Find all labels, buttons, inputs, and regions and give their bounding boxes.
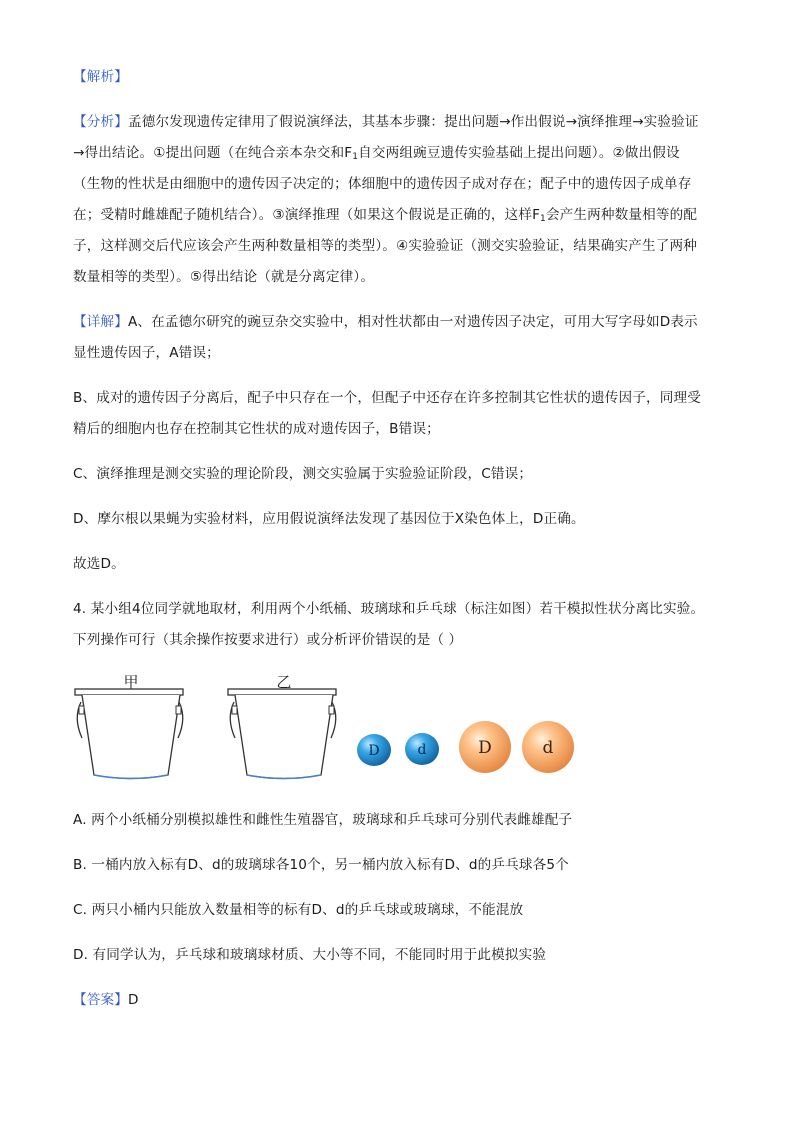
handle-clip-left	[232, 706, 237, 714]
glass-ball-D	[357, 734, 391, 766]
glass-ball-label-d: d	[417, 742, 427, 758]
subscript-1: 1	[352, 152, 359, 162]
analysis-tag: 【分析】	[73, 114, 128, 130]
analysis-header: 【解析】	[73, 69, 128, 85]
analysis-text-1: 孟德尔发现遗传定律用了假说演绎法，其基本步骤：提出问题→作出假说→演绎推理→实验验证	[127, 114, 699, 130]
handle-clip-right	[329, 706, 334, 714]
analysis-text-2a: →得出结论。①提出问题（在纯合亲本杂交和F	[73, 145, 353, 161]
answer-tag: 【答案】	[73, 992, 128, 1008]
subscript-2: 1	[540, 214, 546, 224]
analysis-line-1	[73, 112, 733, 132]
glass-ball-d	[405, 733, 439, 765]
bucket-body	[82, 695, 180, 779]
detail-tag: 【详解】	[73, 314, 128, 330]
bucket-label-yi: 乙	[276, 673, 292, 691]
experiment-figure	[70, 672, 590, 787]
answer-value: D	[127, 992, 139, 1008]
analysis-line-6: 数量相等的类型）。⑤得出结论（就是分离定律）。	[73, 269, 375, 285]
bucket-jia	[75, 673, 183, 779]
handle-clip-right	[176, 706, 181, 714]
detail-conclusion: 故选D。	[73, 556, 125, 572]
analysis-text-2b: 自交两组豌豆遗传实验基础上提出问题）。②做出假设	[358, 145, 680, 161]
handle-clip-left	[79, 706, 84, 714]
option-c: C. 两只小桶内只能放入数量相等的标有D、d的乒乓球或玻璃球，不能混放	[73, 902, 524, 918]
detail-line-a2: 显性遗传因子，A错误；	[73, 345, 220, 361]
answer-line	[73, 990, 733, 1010]
option-b: B. 一桶内放入标有D、d的玻璃球各10个，另一桶内放入标有D、d的乒乓球各5个	[73, 857, 569, 873]
question-line-1: 4. 某小组4位同学就地取材，利用两个小纸桶、玻璃球和乒乓球（标注如图）若干模拟性状分离比实验。	[73, 601, 705, 617]
glass-ball-label-D: D	[368, 743, 380, 759]
option-a: A. 两个小纸桶分别模拟雄性和雌性生殖器官，玻璃球和乒乓球可分别代表雌雄配子	[73, 812, 573, 828]
analysis-line-5: 子，这样测交后代应该会产生两种数量相等的类型）。④实验验证（测交实验验证，结果确实产生了两种	[73, 238, 698, 254]
pingpong-ball-label-d: d	[542, 738, 554, 758]
analysis-text-4b: 会产生两种数量相等的配	[545, 207, 698, 223]
detail-line-d1: D、摩尔根以果蝇为实验材料，应用假说演绎法发现了基因位于X染色体上，D正确。	[73, 511, 585, 527]
option-d: D. 有同学认为，乒乓球和玻璃球材质、大小等不同，不能同时用于此模拟实验	[73, 947, 547, 963]
detail-line-a1	[73, 312, 733, 332]
detail-line-b1: B、成对的遗传因子分离后，配子中只存在一个，但配子中还存在许多控制其它性状的遗传因子，同理受	[73, 390, 701, 406]
detail-text-a1: A、在孟德尔研究的豌豆杂交实验中，相对性状都由一对遗传因子决定，可用大写字母如D表示	[127, 314, 698, 330]
experiment-figure-svg	[70, 672, 590, 787]
analysis-line-2	[73, 143, 733, 163]
detail-line-c1: C、演绎推理是测交实验的理论阶段，测交实验属于实验验证阶段，C错误；	[73, 466, 533, 482]
pingpong-ball-d	[522, 721, 574, 773]
question-line-2: 下列操作可行（其余操作按要求进行）或分析评价错误的是（ ）	[73, 632, 463, 648]
bucket-label-jia: 甲	[123, 673, 139, 691]
pingpong-ball-D	[459, 721, 511, 773]
detail-line-b2: 精后的细胞内也存在控制其它性状的成对遗传因子，B错误；	[73, 421, 440, 437]
bucket-body	[235, 695, 333, 779]
analysis-line-3: （生物的性状是由细胞中的遗传因子决定的；体细胞中的遗传因子成对存在；配子中的遗传因子成单存	[73, 176, 692, 192]
pingpong-ball-label-D: D	[478, 738, 492, 758]
analysis-line-4	[73, 205, 733, 225]
bucket-yi	[228, 673, 336, 779]
analysis-text-4a: 在；受精时雌雄配子随机结合）。③演绎推理（如果这个假说是正确的，这样F	[73, 207, 541, 223]
